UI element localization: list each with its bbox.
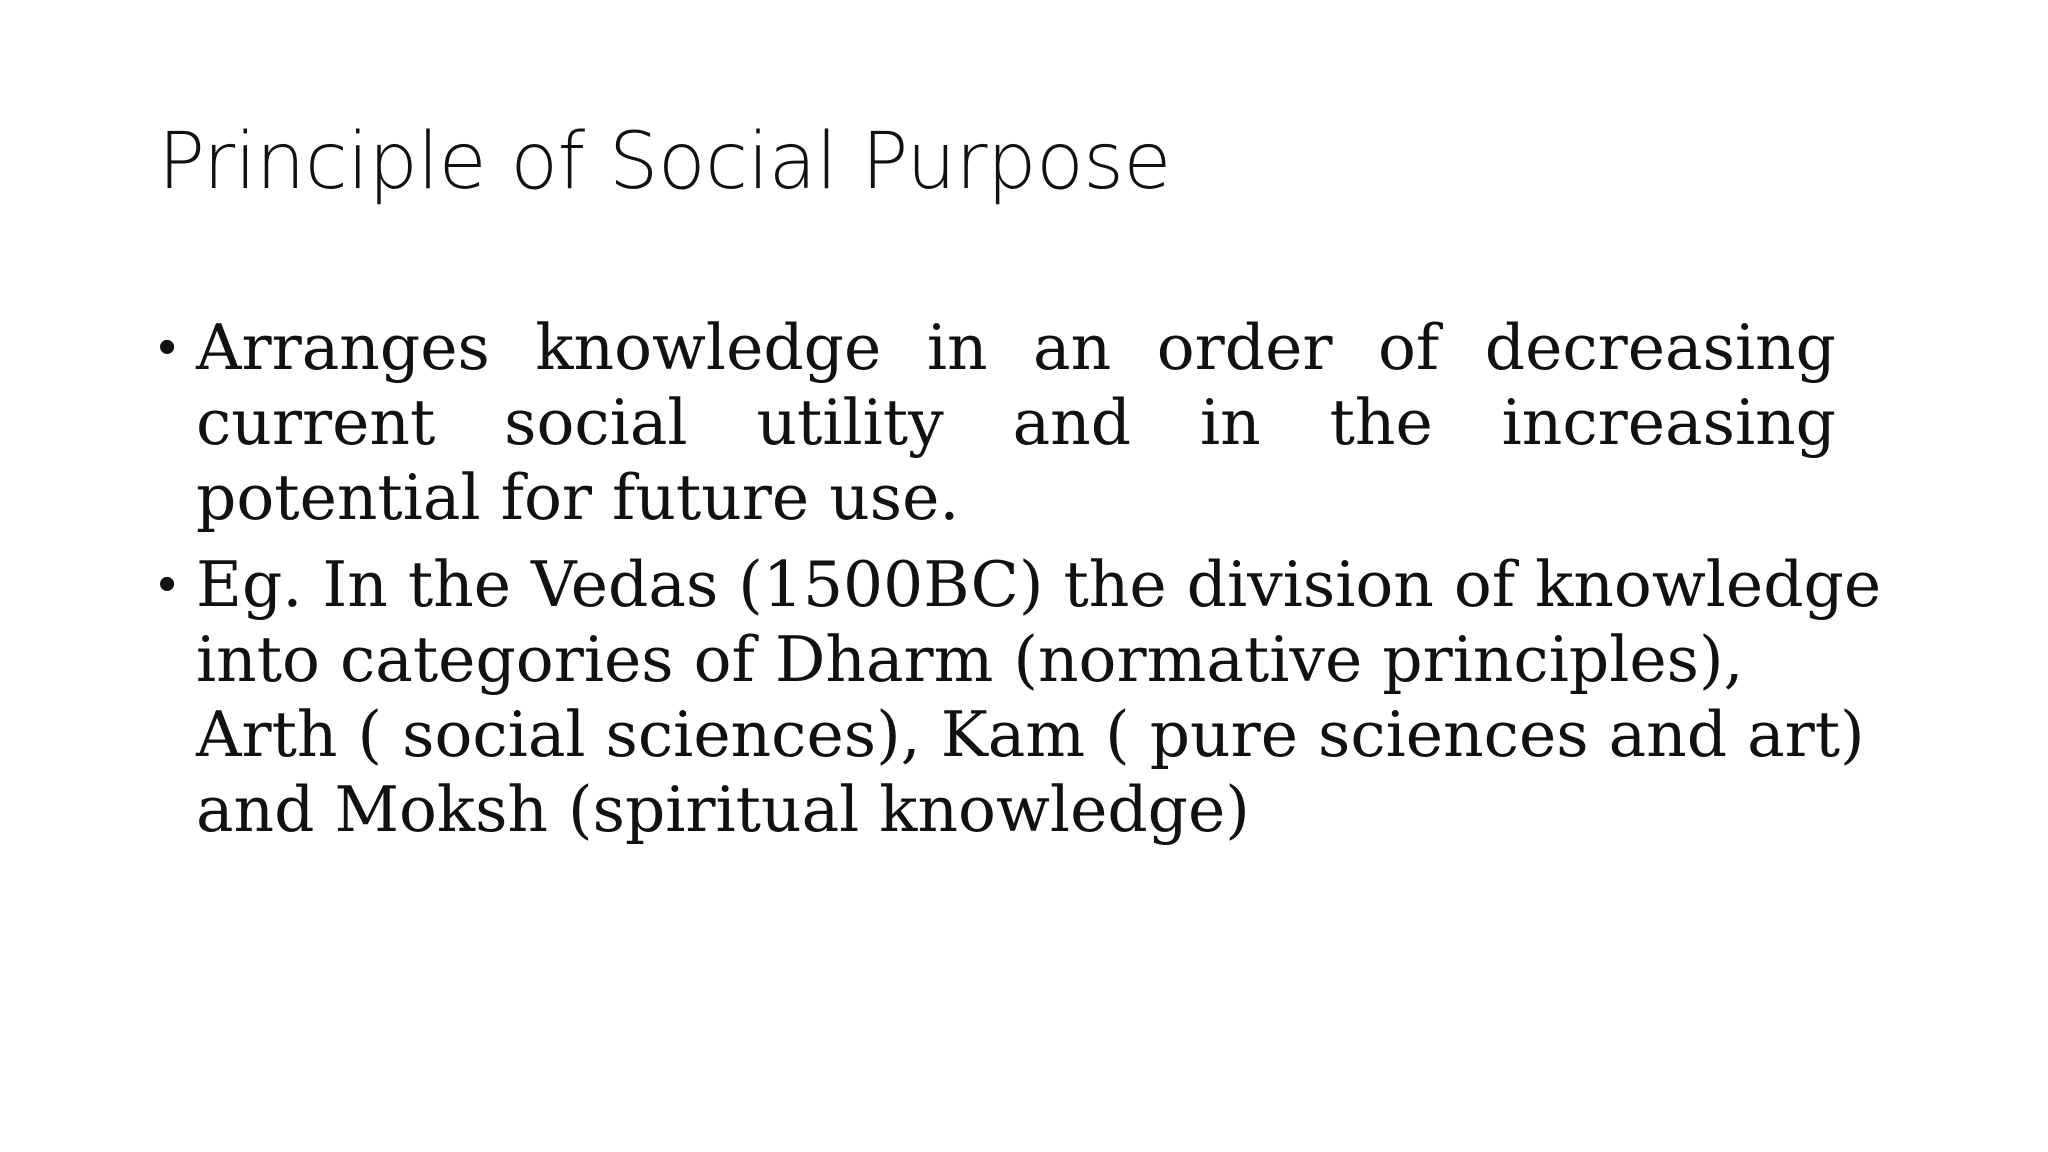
bullet-marker: • bbox=[158, 555, 177, 613]
bullet-list bbox=[158, 310, 1898, 859]
bullet-text: Arranges knowledge in an order of decreasing current social utility and in the increasing potential for future use. bbox=[196, 311, 1836, 534]
bullet-marker: • bbox=[158, 318, 177, 376]
slide-title: Principle of Social Purpose bbox=[158, 117, 1171, 207]
bullet-text: Eg. In the Vedas (1500BC) the division of knowledge into categories of Dharm (normative principles), Arth ( social sciences), Kam ( pure sciences and art) and Moksh (spiritual knowledge) bbox=[196, 548, 1882, 846]
bullet-item bbox=[158, 310, 1898, 535]
bullet-item bbox=[158, 547, 1898, 847]
